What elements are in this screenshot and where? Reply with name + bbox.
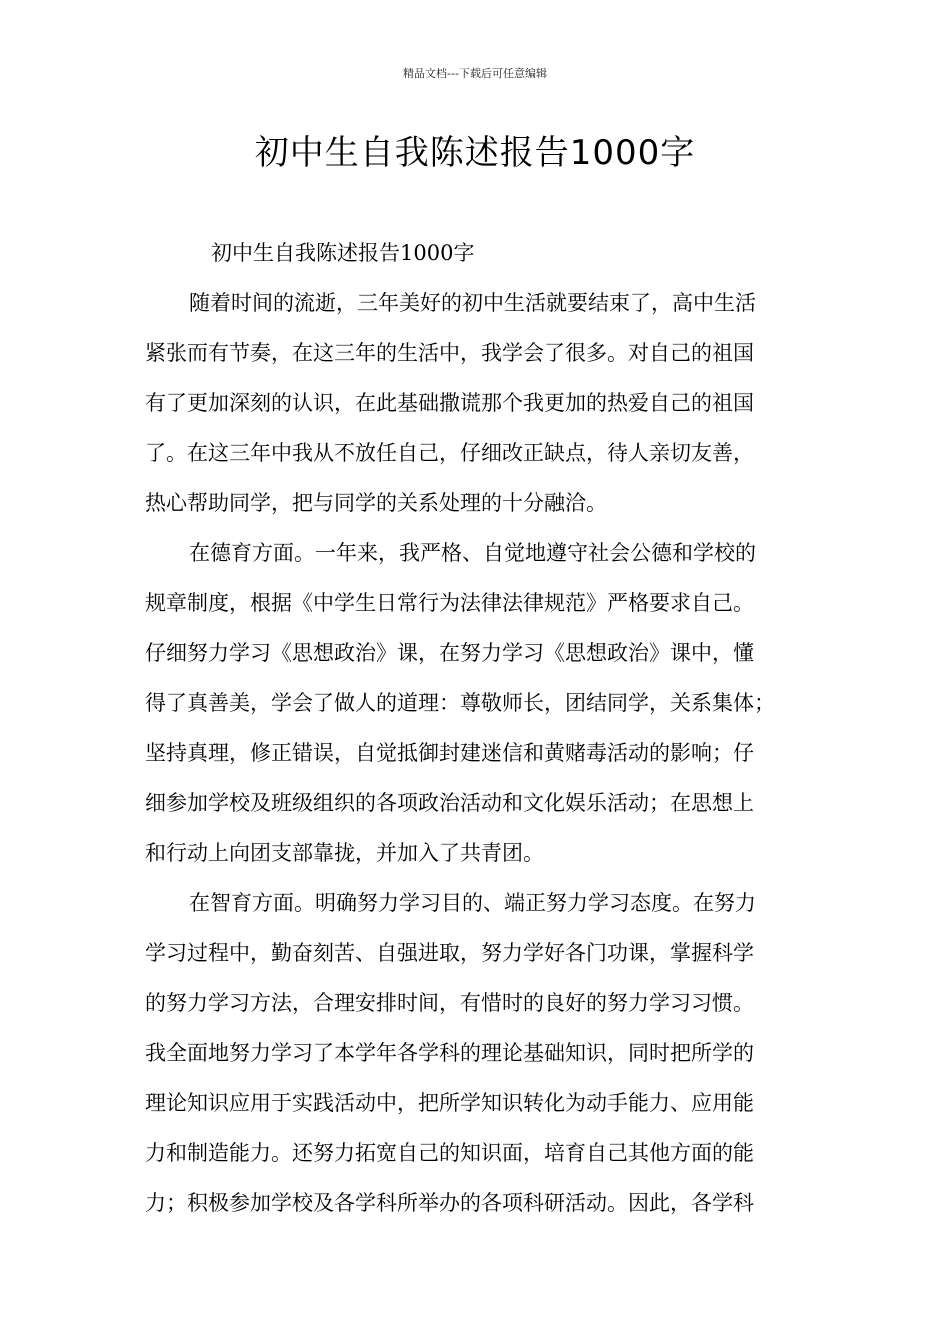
text-line: 紧张而有节奏，在这三年的生活中，我学会了很多。对自己的祖国 [145,341,754,365]
paragraph-2 [145,528,805,878]
text-line: 在德育方面。一年来，我严格、自觉地遵守社会公德和学校的 [189,541,756,565]
text-line: 仔细努力学习《思想政治》课，在努力学习《思想政治》课中，懂 [145,641,754,665]
text-line: 在智育方面。明确努力学习目的、端正努力学习态度。在努力 [189,891,756,915]
text-line: 力；积极参加学校及各学科所举办的各项科研活动。因此，各学科 [145,1191,754,1215]
document-title: 初中生自我陈述报告1000字 [254,133,696,173]
text-line: 学习过程中，勤奋刻苦、自强进取，努力学好各门功课，掌握科学 [145,941,754,965]
header-note: 精品文档---下载后可任意编辑 [403,67,547,80]
text-line: 有了更加深刻的认识，在此基础撒谎那个我更加的热爱自己的祖国 [145,391,754,415]
document-body [145,228,805,1228]
paragraph-3 [145,878,805,1228]
text-line: 得了真善美，学会了做人的道理：尊敬师长，团结同学，关系集体； [145,691,775,715]
text-line: 的努力学习方法，合理安排时间，有惜时的良好的努力学习习惯。 [145,991,754,1015]
text-line: 热心帮助同学，把与同学的关系处理的十分融洽。 [145,491,607,515]
text-line: 规章制度，根据《中学生日常行为法律法律规范》严格要求自己。 [145,591,754,615]
text-line: 细参加学校及班级组织的各项政治活动和文化娱乐活动；在思想上 [145,791,754,815]
paragraph-1 [145,278,805,528]
text-line: 力和制造能力。还努力拓宽自己的知识面，培育自己其他方面的能 [145,1141,754,1165]
text-line: 坚持真理，修正错误，自觉抵御封建迷信和黄赌毒活动的影响；仔 [145,741,754,765]
text-line: 我全面地努力学习了本学年各学科的理论基础知识，同时把所学的 [145,1041,754,1065]
text-line: 了。在这三年中我从不放任自己，仔细改正缺点，待人亲切友善， [145,441,754,465]
text-line: 理论知识应用于实践活动中，把所学知识转化为动手能力、应用能 [145,1091,754,1115]
document-subtitle: 初中生自我陈述报告1000字 [211,241,475,265]
text-line: 和行动上向团支部靠拢，并加入了共青团。 [145,841,544,865]
text-line: 随着时间的流逝，三年美好的初中生活就要结束了，高中生活 [189,291,756,315]
